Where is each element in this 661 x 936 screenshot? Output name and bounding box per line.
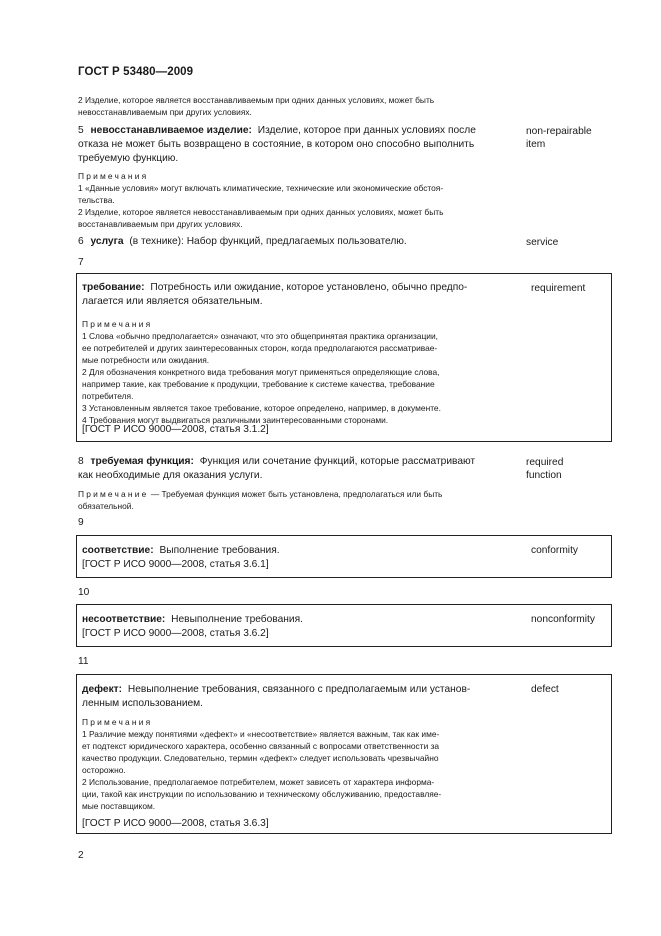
term-source: [ГОСТ Р ИСО 9000—2008, статья 3.6.2] [82,628,269,639]
note-continuation [78,94,434,118]
term-6 [78,235,407,249]
note-line: 1 «Данные условия» могут включать климатические, технические или экономические обстоя- [78,183,444,193]
term-10 [82,613,303,641]
note-line: потребителя. [82,391,134,401]
term-10-english: nonconformity [531,614,595,625]
note-line: 3 Установленным является такое требование, которое определено, например, в документе. [82,403,441,413]
term-name: услуга [90,236,124,247]
note-line: мые поставщиком. [82,801,156,811]
term-5 [78,124,518,166]
document-header: ГОСТ Р 53480—2009 [78,66,194,78]
notes-title: Примечания [82,717,153,727]
note-line: восстанавливаемым при других условиях. [78,219,243,229]
term-definition: Функция или сочетание функций, которые рассматривают [199,456,476,467]
term-definition: Потребность или ожидание, которое установлено, обычно предпо- [150,282,468,293]
term-number: 8 [78,456,84,467]
term-6-english: service [526,237,559,248]
note-line: ции, такой как инструкции по использованию и техническому обслуживанию, предоставляе- [82,789,442,799]
note-line: 4 Требования могут выдвигаться различными заинтересованными сторонами. [82,415,389,425]
term-10-box [76,604,612,647]
note-line: ее потребителей и других заинтересованных сторон, когда предполагаются рассматривае- [82,343,438,353]
term-definition-line: лагается или является обязательным. [82,296,263,307]
term-7-notes [82,318,522,426]
term-source: [ГОСТ Р ИСО 9000—2008, статья 3.6.1] [82,559,269,570]
note-line: мые потребности или ожидания. [82,355,210,365]
term-8-english [526,456,563,482]
term-definition: Выполнение требования. [159,545,280,556]
note-label: Примечание [78,489,149,499]
term-definition: Изделие, которое при данных условиях после [257,125,476,136]
term-8-note [78,488,518,512]
notes-title: Примечания [78,171,149,181]
term-name: дефект: [82,684,123,695]
term-number: 6 [78,236,84,247]
note-line: невосстанавливаемым при других условиях. [78,107,252,117]
note-line: 2 Для обозначения конкретного вида требования могут применяться определяющие слова, [82,367,440,377]
english-equivalent: function [526,470,562,481]
term-definition: (в технике): Набор функций, предлагаемых пользователю. [129,236,407,247]
term-11-box [76,674,612,834]
term-name: требование: [82,282,145,293]
term-7-english: requirement [531,283,586,294]
term-definition: Невыполнение требования, связанного с предполагаемым или установ- [127,684,471,695]
term-definition-line: отказа не может быть возвращено в состояние, в котором оно способно выполнить [78,139,475,150]
term-name: несоответствие: [82,614,166,625]
term-9 [82,544,280,572]
note-line: 2 Использование, предполагаемое потребителем, может зависеть от характера информа- [82,777,435,787]
english-equivalent: item [526,139,546,150]
term-11-english: defect [531,684,559,695]
note-line: осторожно. [82,765,126,775]
term-7 [82,281,522,309]
term-11-source: [ГОСТ Р ИСО 9000—2008, статья 3.6.3] [82,818,269,829]
term-definition-line: ленным использованием. [82,698,204,709]
term-5-english [526,125,592,151]
english-equivalent: required [526,457,564,468]
note-line: 2 Изделие, которое является невосстанавливаемым при одних данных условиях, может быть [78,207,444,217]
note-line: тельства. [78,195,115,205]
note-line: обязательной. [78,501,134,511]
term-8 [78,455,518,483]
note-line: качество продукции. Следовательно, термин «дефект» следует использовать чрезвычайно [82,753,439,763]
term-definition-line: требуемую функцию. [78,153,179,164]
term-11-notes [82,716,522,812]
term-name: требуемая функция: [90,456,194,467]
term-7-source: [ГОСТ Р ИСО 9000—2008, статья 3.1.2] [82,424,269,435]
term-number: 5 [78,125,84,136]
term-definition-line: как необходимые для оказания услуги. [78,470,263,481]
term-9-number: 9 [78,517,84,528]
note-text: — Требуемая функция может быть установлена, предполагаться или быть [150,489,443,499]
term-9-box [76,535,612,578]
notes-title: Примечания [82,319,153,329]
page-number: 2 [78,850,84,861]
note-line: ет подтекст юридического характера, особенно связанный с вопросами ответственности за [82,741,440,751]
term-9-english: conformity [531,545,578,556]
term-definition: Невыполнение требования. [171,614,303,625]
term-name: соответствие: [82,545,154,556]
term-10-number: 10 [78,587,90,598]
term-5-notes [78,170,518,230]
note-line: например такие, как требование к продукции, требование к системе качества, требование [82,379,435,389]
english-equivalent: non-repairable [526,126,592,137]
note-line: 1 Слова «обычно предполагается» означают, что это общепринятая практика организации, [82,331,438,341]
term-11-number: 11 [78,656,89,667]
note-line: 2 Изделие, которое является восстанавливаемым при одних данных условиях, может быть [78,95,435,105]
note-line: 1 Различие между понятиями «дефект» и «несоответствие» является важным, так как име- [82,729,440,739]
term-7-box [76,273,612,442]
term-7-number: 7 [78,257,84,268]
term-11 [82,683,522,711]
term-name: невосстанавливаемое изделие: [90,125,252,136]
